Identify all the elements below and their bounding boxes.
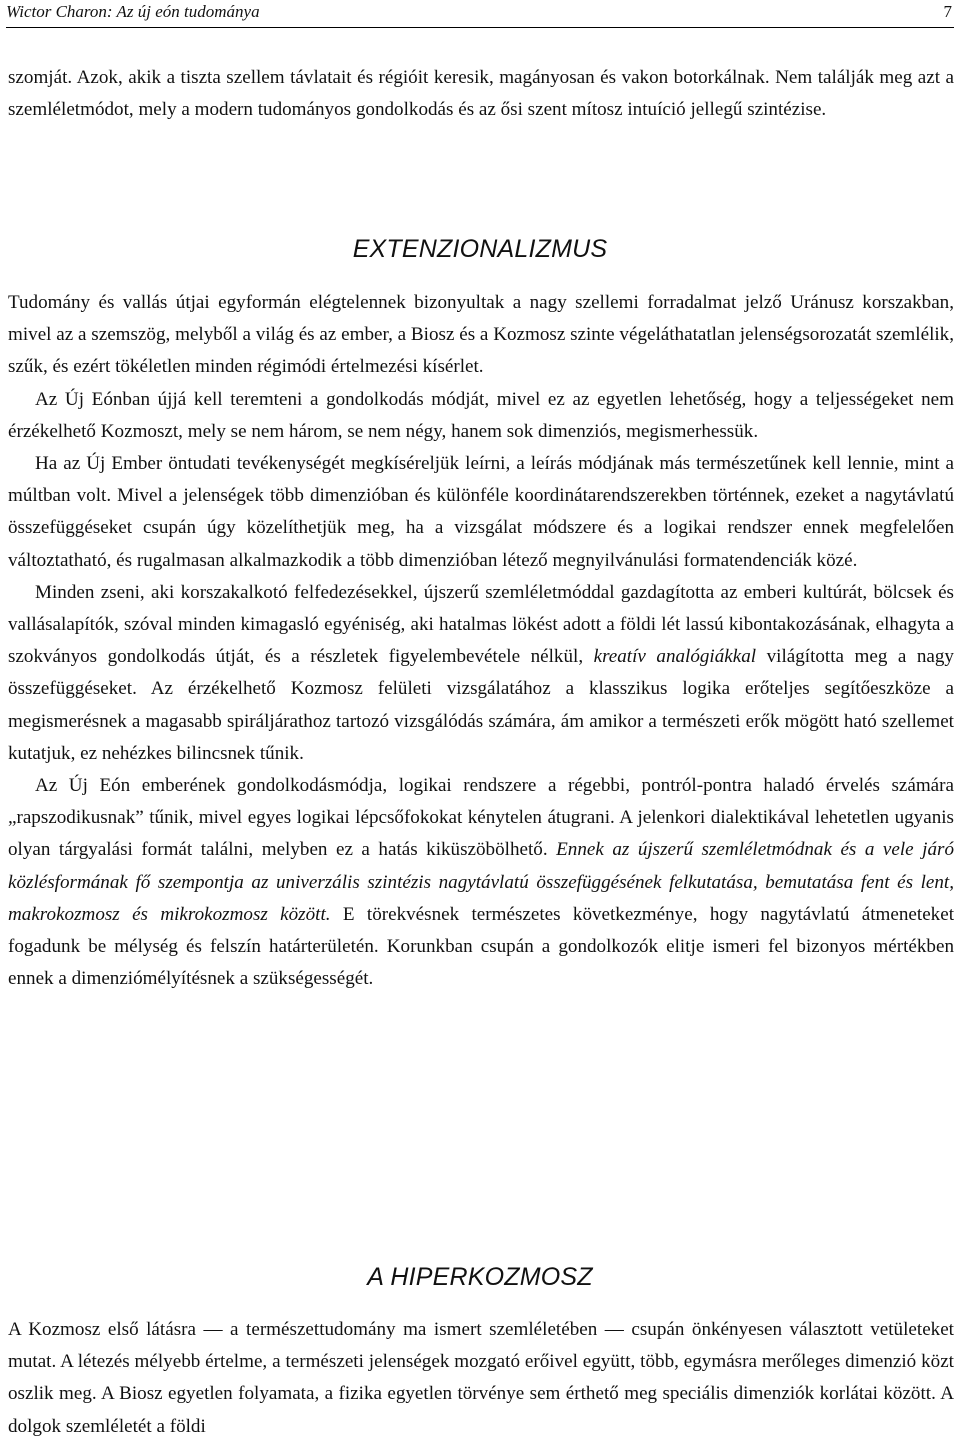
- paragraph: [8, 770, 954, 995]
- paragraph: [8, 577, 954, 770]
- section-extenzionalizmus: [8, 287, 954, 995]
- intro-block: [8, 62, 954, 126]
- running-header: [6, 0, 954, 28]
- text-run: Minden zseni, aki korszakalkotó felfedezésekkel, újszerű szemléletmóddal gazdagította az emberi kultúrát, bölcsek és vallásalapítók, szóval minden kimagasló egyéniség, aki hatalmas lökést adott a földi lét lassú kibontakozásának, elhagyta a szokványos gondolkodás útját, és a részletek figyelembevétele nélkül,: [8, 581, 954, 668]
- text-run: E törekvésnek természetes következménye, hogy nagytávlatú átmeneteket fogadunk be mélység és felszín határterületén. Korunkban csupán a gondolkozók elitje ismeri fel bizonyos mértékben ennek a dimenziómélyítésnek a szükségességét.: [8, 903, 955, 990]
- page-number: 7: [943, 2, 952, 21]
- emphasis-text: Ennek az újszerű szemléletmódnak és a vele járó közlésformának fő szempontja az univerzális szintézis nagytávlatú összefüggésének felkutatása, bemutatása fent és lent, makrokozmosz és mikrokozmosz között.: [8, 839, 954, 925]
- paragraph: szomját. Azok, akik a tiszta szellem távlatait és régióit keresik, magányosan és vakon botorkálnak. Nem találják meg azt a szemléletmódot, mely a modern tudományos gondolkodás és az ősi szent mítosz intuíció jellegű szintézise.: [8, 67, 954, 121]
- text-run: világította meg a nagy összefüggéseket. Az érzékelhető Kozmosz felületi vizsgálatához a klasszikus logika erőteljes segítőeszköze a megismerésnek a magasabb spiráljárathoz tartozó vizsgálódás számára, ám amikor a természeti erők mögött ható szellemet kutatjuk, ez nehézkes bilincsnek tűnik.: [8, 646, 954, 764]
- section-heading-hiperkozmosz: A HIPERKOZMOSZ: [367, 1263, 593, 1291]
- section-heading-extenzionalizmus: EXTENZIONALIZMUS: [352, 235, 608, 263]
- header-title: Wictor Charon: Az új eón tudománya: [6, 2, 260, 21]
- paragraph: A Kozmosz első látásra — a természettudomány ma ismert szemléletében — csupán önkényesen választott vetületeket mutat. A létezés mélyebb értelme, a természeti jelenségek mozgató erőivel együtt, több, egymásra merőleges dimenzió közt oszlik meg. A Biosz egyetlen folyamata, a fizika egyetlen törvénye sem érthető meg speciális dimenziók korlátai között. A dolgok szemléletét a földi: [8, 1319, 954, 1437]
- emphasis-text: kreatív analógiákkal: [593, 646, 757, 668]
- paragraph: Tudomány és vallás útjai egyformán elégtelennek bizonyultak a nagy szellemi forradalmat jelző Uránusz korszakban, mivel az a szemszög, melyből a világ és az ember, a Biosz és a Kozmosz szinte végeláthatatlan jelenségsorozatát szemlélik, szűk, és ezért tökéletlen minden régimódi értelmezési kísérlet.: [8, 292, 954, 378]
- paragraph: Az Új Eónban újjá kell teremteni a gondolkodás módját, mivel ez az egyetlen lehetőség, hogy a teljességeket nem érzékelhető Kozmoszt, mely se nem három, se nem négy, hanem sok dimenziós, megismerhessük.: [8, 388, 954, 442]
- text-run: Az Új Eón emberének gondolkodásmódja, logikai rendszere a régebbi, pontról-pontra haladó érvelés számára „rapszodikusnak” tűnik, mivel egyes logikai lépcsőfokokat kénytelen átugrani. A jelenkori dialektikával lehetetlen ugyanis olyan tárgyalási formát találni, melyben ez a hatás kiküszöbölhető.: [8, 775, 954, 861]
- section-hiperkozmosz: [8, 1314, 954, 1443]
- paragraph: Ha az Új Ember öntudati tevékenységét megkíséreljük leírni, a leírás módjának más természetűnek kell lennie, mint a múltban volt. Mivel a jelenségek több dimenzióban és különféle koordinátarendszerekben történnek, ezeket a nagytávlatú összefüggéseket csupán úgy közelíthetjük meg, ha a vizsgálat módszere és a logikai rendszer ennek megfelelően változtatható, és rugalmasan alkalmazkodik a több dimenzióban létező megnyilvánulási formatendenciák közé.: [8, 453, 954, 571]
